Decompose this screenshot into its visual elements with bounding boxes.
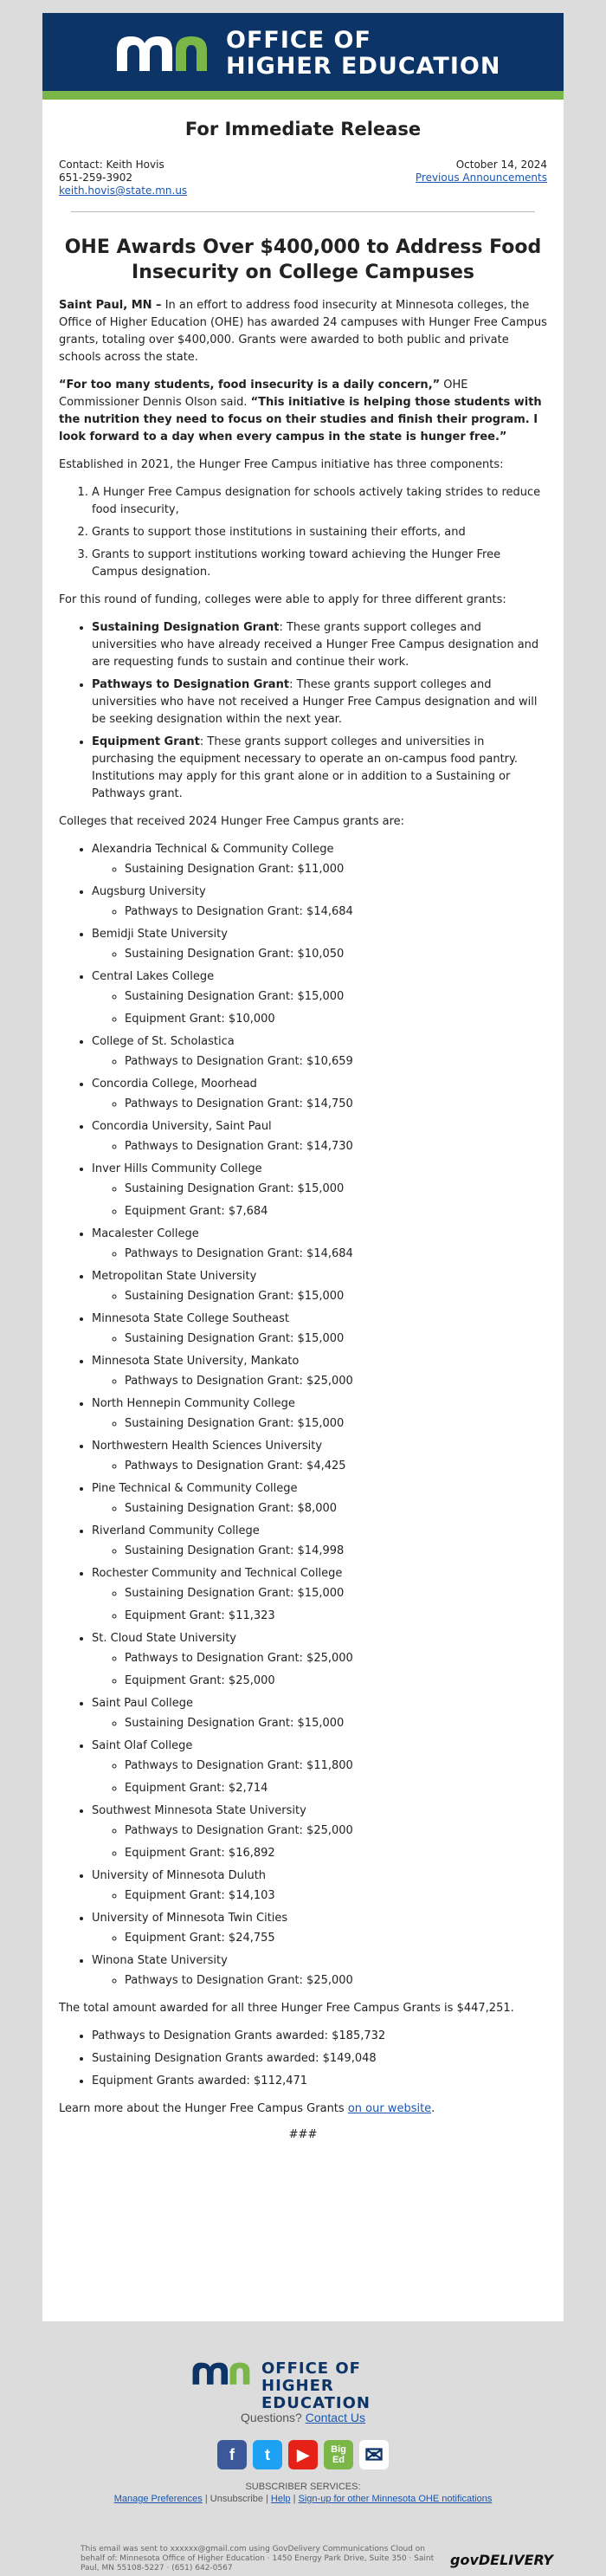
college-name: North Hennepin Community College bbox=[92, 1397, 295, 1410]
grant-type-name: Equipment Grant bbox=[92, 735, 200, 748]
end-mark: ### bbox=[288, 2128, 318, 2141]
college-grants bbox=[92, 1887, 547, 1905]
list-item: 3. Grants to support institutions working toward achieving the Hunger Free Campus designation. bbox=[92, 547, 547, 581]
twitter-icon[interactable]: t bbox=[253, 2440, 282, 2469]
grant-award: ◦ Equipment Grant: $16,892 bbox=[125, 1845, 547, 1862]
college-grants bbox=[92, 1181, 547, 1220]
college-name: Northwestern Health Sciences University bbox=[92, 1440, 323, 1453]
contact-us-link[interactable]: Contact Us bbox=[305, 2411, 365, 2424]
list-item: 1. A Hunger Free Campus designation for schools actively taking strides to reduce food insecurity, bbox=[92, 484, 547, 519]
unsubscribe-link[interactable]: Unsubscribe bbox=[210, 2494, 263, 2504]
list-item: 2. Grants to support those institutions in sustaining their efforts, and bbox=[92, 524, 547, 541]
grant-type-desc: : These grants support colleges and universities who have already received a Hunger Free Campus designation and are requesting funds to sustain and continue their work. bbox=[92, 621, 539, 669]
college-item bbox=[92, 1033, 547, 1071]
previous-announcements-link[interactable]: Previous Announcements bbox=[415, 172, 547, 184]
college-item bbox=[92, 1738, 547, 1797]
quote-attribution: OHE Commissioner Dennis Olson said. bbox=[59, 379, 468, 409]
college-item bbox=[92, 1438, 547, 1475]
grant-award: ◦ Pathways to Designation Grant: $11,800 bbox=[125, 1757, 547, 1775]
college-name: Pine Technical & Community College bbox=[92, 1482, 298, 1495]
list-item bbox=[92, 734, 547, 803]
footer bbox=[0, 2336, 606, 2504]
learn-more-text: Learn more about the Hunger Free Campus Grants bbox=[59, 2102, 348, 2115]
college-grants bbox=[92, 1053, 547, 1071]
grant-award: ◦ Equipment Grant: $24,755 bbox=[125, 1930, 547, 1947]
college-item bbox=[92, 1226, 547, 1263]
list-item bbox=[92, 619, 547, 671]
college-name: Central Lakes College bbox=[92, 970, 215, 983]
established-text: Established in 2021, the Hunger Free Campus initiative has three components: bbox=[59, 458, 504, 471]
grant-award: ◦ Pathways to Designation Grant: $14,730 bbox=[125, 1138, 547, 1155]
college-item bbox=[92, 1695, 547, 1732]
college-name: Concordia University, Saint Paul bbox=[92, 1120, 272, 1133]
subscriber-links bbox=[0, 2494, 606, 2504]
college-name: Riverland Community College bbox=[92, 1524, 260, 1537]
grant-award: ◦ Sustaining Designation Grant: $15,000 bbox=[125, 1415, 547, 1433]
grant-award: ◦ Sustaining Designation Grant: $14,998 bbox=[125, 1543, 547, 1560]
list-item: • Equipment Grants awarded: $112,471 bbox=[92, 2073, 547, 2090]
org-name-line1: OFFICE OF bbox=[226, 27, 371, 54]
college-grants bbox=[92, 1500, 547, 1518]
college-item bbox=[92, 1803, 547, 1862]
college-name: Augsburg University bbox=[92, 885, 206, 898]
subscriber-services: SUBSCRIBER SERVICES: bbox=[245, 2482, 361, 2492]
grant-award: ◦ Pathways to Designation Grant: $25,000 bbox=[125, 1822, 547, 1840]
list-item: • Sustaining Designation Grants awarded: $149,048 bbox=[92, 2050, 547, 2068]
college-name: St. Cloud State University bbox=[92, 1632, 237, 1645]
grant-award: ◦ Pathways to Designation Grant: $4,425 bbox=[125, 1458, 547, 1475]
college-grants bbox=[92, 988, 547, 1028]
college-item bbox=[92, 968, 547, 1028]
grant-award: ◦ Pathways to Designation Grant: $14,684 bbox=[125, 1246, 547, 1263]
grant-type-name: Pathways to Designation Grant bbox=[92, 678, 290, 691]
college-item bbox=[92, 1118, 547, 1155]
grant-award: ◦ Equipment Grant: $11,323 bbox=[125, 1608, 547, 1625]
college-item bbox=[92, 841, 547, 878]
ohe-logo-icon bbox=[190, 2359, 256, 2386]
college-name: University of Minnesota Duluth bbox=[92, 1869, 267, 1882]
college-grants bbox=[92, 1415, 547, 1433]
college-name: Saint Paul College bbox=[92, 1697, 194, 1710]
grant-type-desc: : These grants support colleges and universities who have not received a Hunger Free Campus designation and will be seeking designation within the next year. bbox=[92, 678, 538, 726]
footer-org-line2: HIGHER EDUCATION bbox=[261, 2377, 371, 2412]
learn-more bbox=[59, 2100, 547, 2118]
college-grants bbox=[92, 1930, 547, 1947]
bigged-icon[interactable]: Big Ed bbox=[324, 2440, 353, 2469]
grant-award: ◦ Equipment Grant: $7,684 bbox=[125, 1203, 547, 1220]
college-grants bbox=[92, 1715, 547, 1732]
college-item bbox=[92, 1630, 547, 1690]
college-grants bbox=[92, 861, 547, 878]
grant-award: ◦ Sustaining Designation Grant: $15,000 bbox=[125, 1715, 547, 1732]
separator: | bbox=[290, 2494, 299, 2504]
divider bbox=[71, 211, 535, 212]
grant-award: ◦ Sustaining Designation Grant: $15,000 bbox=[125, 1585, 547, 1602]
ohe-logo-icon bbox=[113, 31, 217, 73]
total-text: The total amount awarded for all three Hunger Free Campus Grants is $447,251. bbox=[59, 2002, 514, 2015]
college-grants bbox=[92, 1757, 547, 1797]
components-list bbox=[59, 484, 547, 581]
grant-award: ◦ Equipment Grant: $14,103 bbox=[125, 1887, 547, 1905]
grant-award: ◦ Pathways to Designation Grant: $25,000 bbox=[125, 1373, 547, 1390]
dateline: Saint Paul, MN – bbox=[59, 299, 162, 312]
contact-block bbox=[59, 159, 547, 197]
lead-text: In an effort to address food insecurity at Minnesota colleges, the Office of Higher Education (OHE) has awarded 24 campuses with Hunger Free Campus grants, totaling over $400,000. Grants were awarded to both public and private schools across the state. bbox=[59, 299, 547, 364]
college-name: University of Minnesota Twin Cities bbox=[92, 1912, 288, 1925]
org-name-line2: HIGHER EDUCATION bbox=[226, 53, 501, 80]
list-item bbox=[92, 676, 547, 728]
grant-award: ◦ Equipment Grant: $2,714 bbox=[125, 1780, 547, 1797]
questions-line bbox=[0, 2411, 606, 2424]
grant-award: ◦ Pathways to Designation Grant: $25,000 bbox=[125, 1650, 547, 1667]
college-name: College of St. Scholastica bbox=[92, 1035, 235, 1048]
colleges-list bbox=[59, 841, 547, 1990]
help-link[interactable]: Help bbox=[270, 2494, 291, 2504]
list-item: • Pathways to Designation Grants awarded: $185,732 bbox=[92, 2028, 547, 2045]
college-item bbox=[92, 883, 547, 921]
grant-award: ◦ Sustaining Designation Grant: $15,000 bbox=[125, 1288, 547, 1305]
college-item bbox=[92, 1867, 547, 1905]
college-grants bbox=[92, 1585, 547, 1625]
college-item bbox=[92, 1565, 547, 1625]
college-item bbox=[92, 1395, 547, 1433]
college-grants bbox=[92, 1972, 547, 1990]
college-grants bbox=[92, 1543, 547, 1560]
college-name: Bemidji State University bbox=[92, 928, 228, 941]
college-name: Southwest Minnesota State University bbox=[92, 1804, 306, 1817]
college-grants bbox=[92, 1288, 547, 1305]
grant-award: ◦ Sustaining Designation Grant: $15,000 bbox=[125, 1330, 547, 1348]
grant-type-name: Sustaining Designation Grant bbox=[92, 621, 280, 634]
college-name: Winona State University bbox=[92, 1954, 228, 1967]
college-item bbox=[92, 1523, 547, 1560]
college-item bbox=[92, 1480, 547, 1518]
org-name bbox=[226, 28, 500, 80]
release-date: October 14, 2024 bbox=[455, 159, 547, 171]
website-link[interactable]: on our website bbox=[347, 2102, 432, 2115]
college-grants bbox=[92, 1330, 547, 1348]
college-grants bbox=[92, 946, 547, 963]
college-name: Saint Olaf College bbox=[92, 1739, 193, 1752]
lead-paragraph bbox=[59, 297, 547, 366]
college-item bbox=[92, 1311, 547, 1348]
grant-award: ◦ Pathways to Designation Grant: $25,000 bbox=[125, 1972, 547, 1990]
footer-org-line1: OFFICE OF bbox=[261, 2359, 361, 2378]
youtube-icon[interactable]: ▶ bbox=[288, 2440, 318, 2469]
college-name: Alexandria Technical & Community College bbox=[92, 843, 334, 856]
header-banner bbox=[42, 13, 564, 100]
college-item bbox=[92, 1952, 547, 1990]
totals-list bbox=[59, 2028, 547, 2090]
college-item bbox=[92, 1161, 547, 1220]
college-grants bbox=[92, 1138, 547, 1155]
email-card bbox=[42, 13, 564, 2321]
contact-email-link[interactable]: keith.hovis@state.mn.us bbox=[59, 184, 188, 197]
release-title: For Immediate Release bbox=[184, 119, 422, 139]
college-grants bbox=[92, 1246, 547, 1263]
college-item bbox=[92, 1268, 547, 1305]
quote-close: “This initiative is helping those students with the nutrition they need to focus on their studies and finish their program. I look forward to a day when every campus in the state is hunger free.” bbox=[59, 396, 542, 443]
college-name: Macalester College bbox=[92, 1227, 199, 1240]
footer-logo bbox=[190, 2355, 416, 2412]
round-intro: For this round of funding, colleges were able to apply for three different grants: bbox=[59, 593, 506, 606]
college-grants bbox=[92, 1096, 547, 1113]
manage-preferences-link[interactable]: Manage Preferences bbox=[113, 2494, 203, 2504]
grant-award: ◦ Pathways to Designation Grant: $14,684 bbox=[125, 903, 547, 921]
legal-text: This email was sent to xxxxxx@gmail.com using GovDelivery Communications Cloud on behalf of: Minnesota Office of Higher Education · 1450 Energy Park Drive, Suite 350 · Saint Paul, MN 55108-5227 · (651) 642-0567 bbox=[81, 2545, 435, 2573]
grant-award: ◦ Sustaining Designation Grant: $10,050 bbox=[125, 946, 547, 963]
signup-link[interactable]: Sign-up for other Minnesota OHE notifications bbox=[298, 2494, 493, 2504]
grant-award: ◦ Sustaining Designation Grant: $15,000 bbox=[125, 988, 547, 1006]
college-item bbox=[92, 926, 547, 963]
period: . bbox=[431, 2102, 435, 2115]
grant-award: ◦ Equipment Grant: $10,000 bbox=[125, 1011, 547, 1028]
college-name: Rochester Community and Technical College bbox=[92, 1567, 343, 1580]
grant-award: ◦ Equipment Grant: $25,000 bbox=[125, 1673, 547, 1690]
college-name: Metropolitan State University bbox=[92, 1270, 257, 1283]
grant-award: ◦ Pathways to Designation Grant: $10,659 bbox=[125, 1053, 547, 1071]
college-name: Concordia College, Moorhead bbox=[92, 1078, 257, 1091]
college-grants bbox=[92, 1822, 547, 1862]
college-name: Minnesota State College Southeast bbox=[92, 1312, 290, 1325]
govdelivery-logo: govDELIVERY bbox=[450, 2552, 553, 2568]
college-grants bbox=[92, 1458, 547, 1475]
quote-open: “For too many students, food insecurity is a daily concern,” bbox=[59, 379, 441, 392]
colleges-intro: Colleges that received 2024 Hunger Free Campus grants are: bbox=[59, 815, 405, 828]
college-name: Minnesota State University, Mankato bbox=[92, 1355, 300, 1368]
grant-award: ◦ Sustaining Designation Grant: $11,000 bbox=[125, 861, 547, 878]
quote-paragraph bbox=[59, 377, 547, 446]
college-item bbox=[92, 1076, 547, 1113]
grant-type-desc: : These grants support colleges and universities in purchasing the equipment necessary to operate an on-campus food pantry. Institutions may apply for this grant alone or in addition to a Sustaining or Pathways grant. bbox=[92, 735, 518, 800]
grant-types-list bbox=[59, 619, 547, 803]
separator: | bbox=[262, 2494, 271, 2504]
college-grants bbox=[92, 1373, 547, 1390]
social-links bbox=[0, 2440, 606, 2469]
questions-text: Questions? bbox=[241, 2411, 306, 2424]
college-item bbox=[92, 1910, 547, 1947]
separator: | bbox=[202, 2494, 210, 2504]
headline: OHE Awards Over $400,000 to Address Food Insecurity on College Campuses bbox=[64, 236, 542, 283]
college-item bbox=[92, 1353, 547, 1390]
email-icon[interactable]: ✉ bbox=[359, 2440, 389, 2469]
grant-award: ◦ Sustaining Designation Grant: $15,000 bbox=[125, 1181, 547, 1198]
college-grants bbox=[92, 903, 547, 921]
grant-award: ◦ Sustaining Designation Grant: $8,000 bbox=[125, 1500, 547, 1518]
contact-name: Contact: Keith Hovis bbox=[59, 159, 164, 171]
contact-phone: 651-259-3902 bbox=[59, 172, 133, 184]
grant-award: ◦ Pathways to Designation Grant: $14,750 bbox=[125, 1096, 547, 1113]
facebook-icon[interactable]: f bbox=[217, 2440, 247, 2469]
college-name: Inver Hills Community College bbox=[92, 1162, 262, 1175]
college-grants bbox=[92, 1650, 547, 1690]
